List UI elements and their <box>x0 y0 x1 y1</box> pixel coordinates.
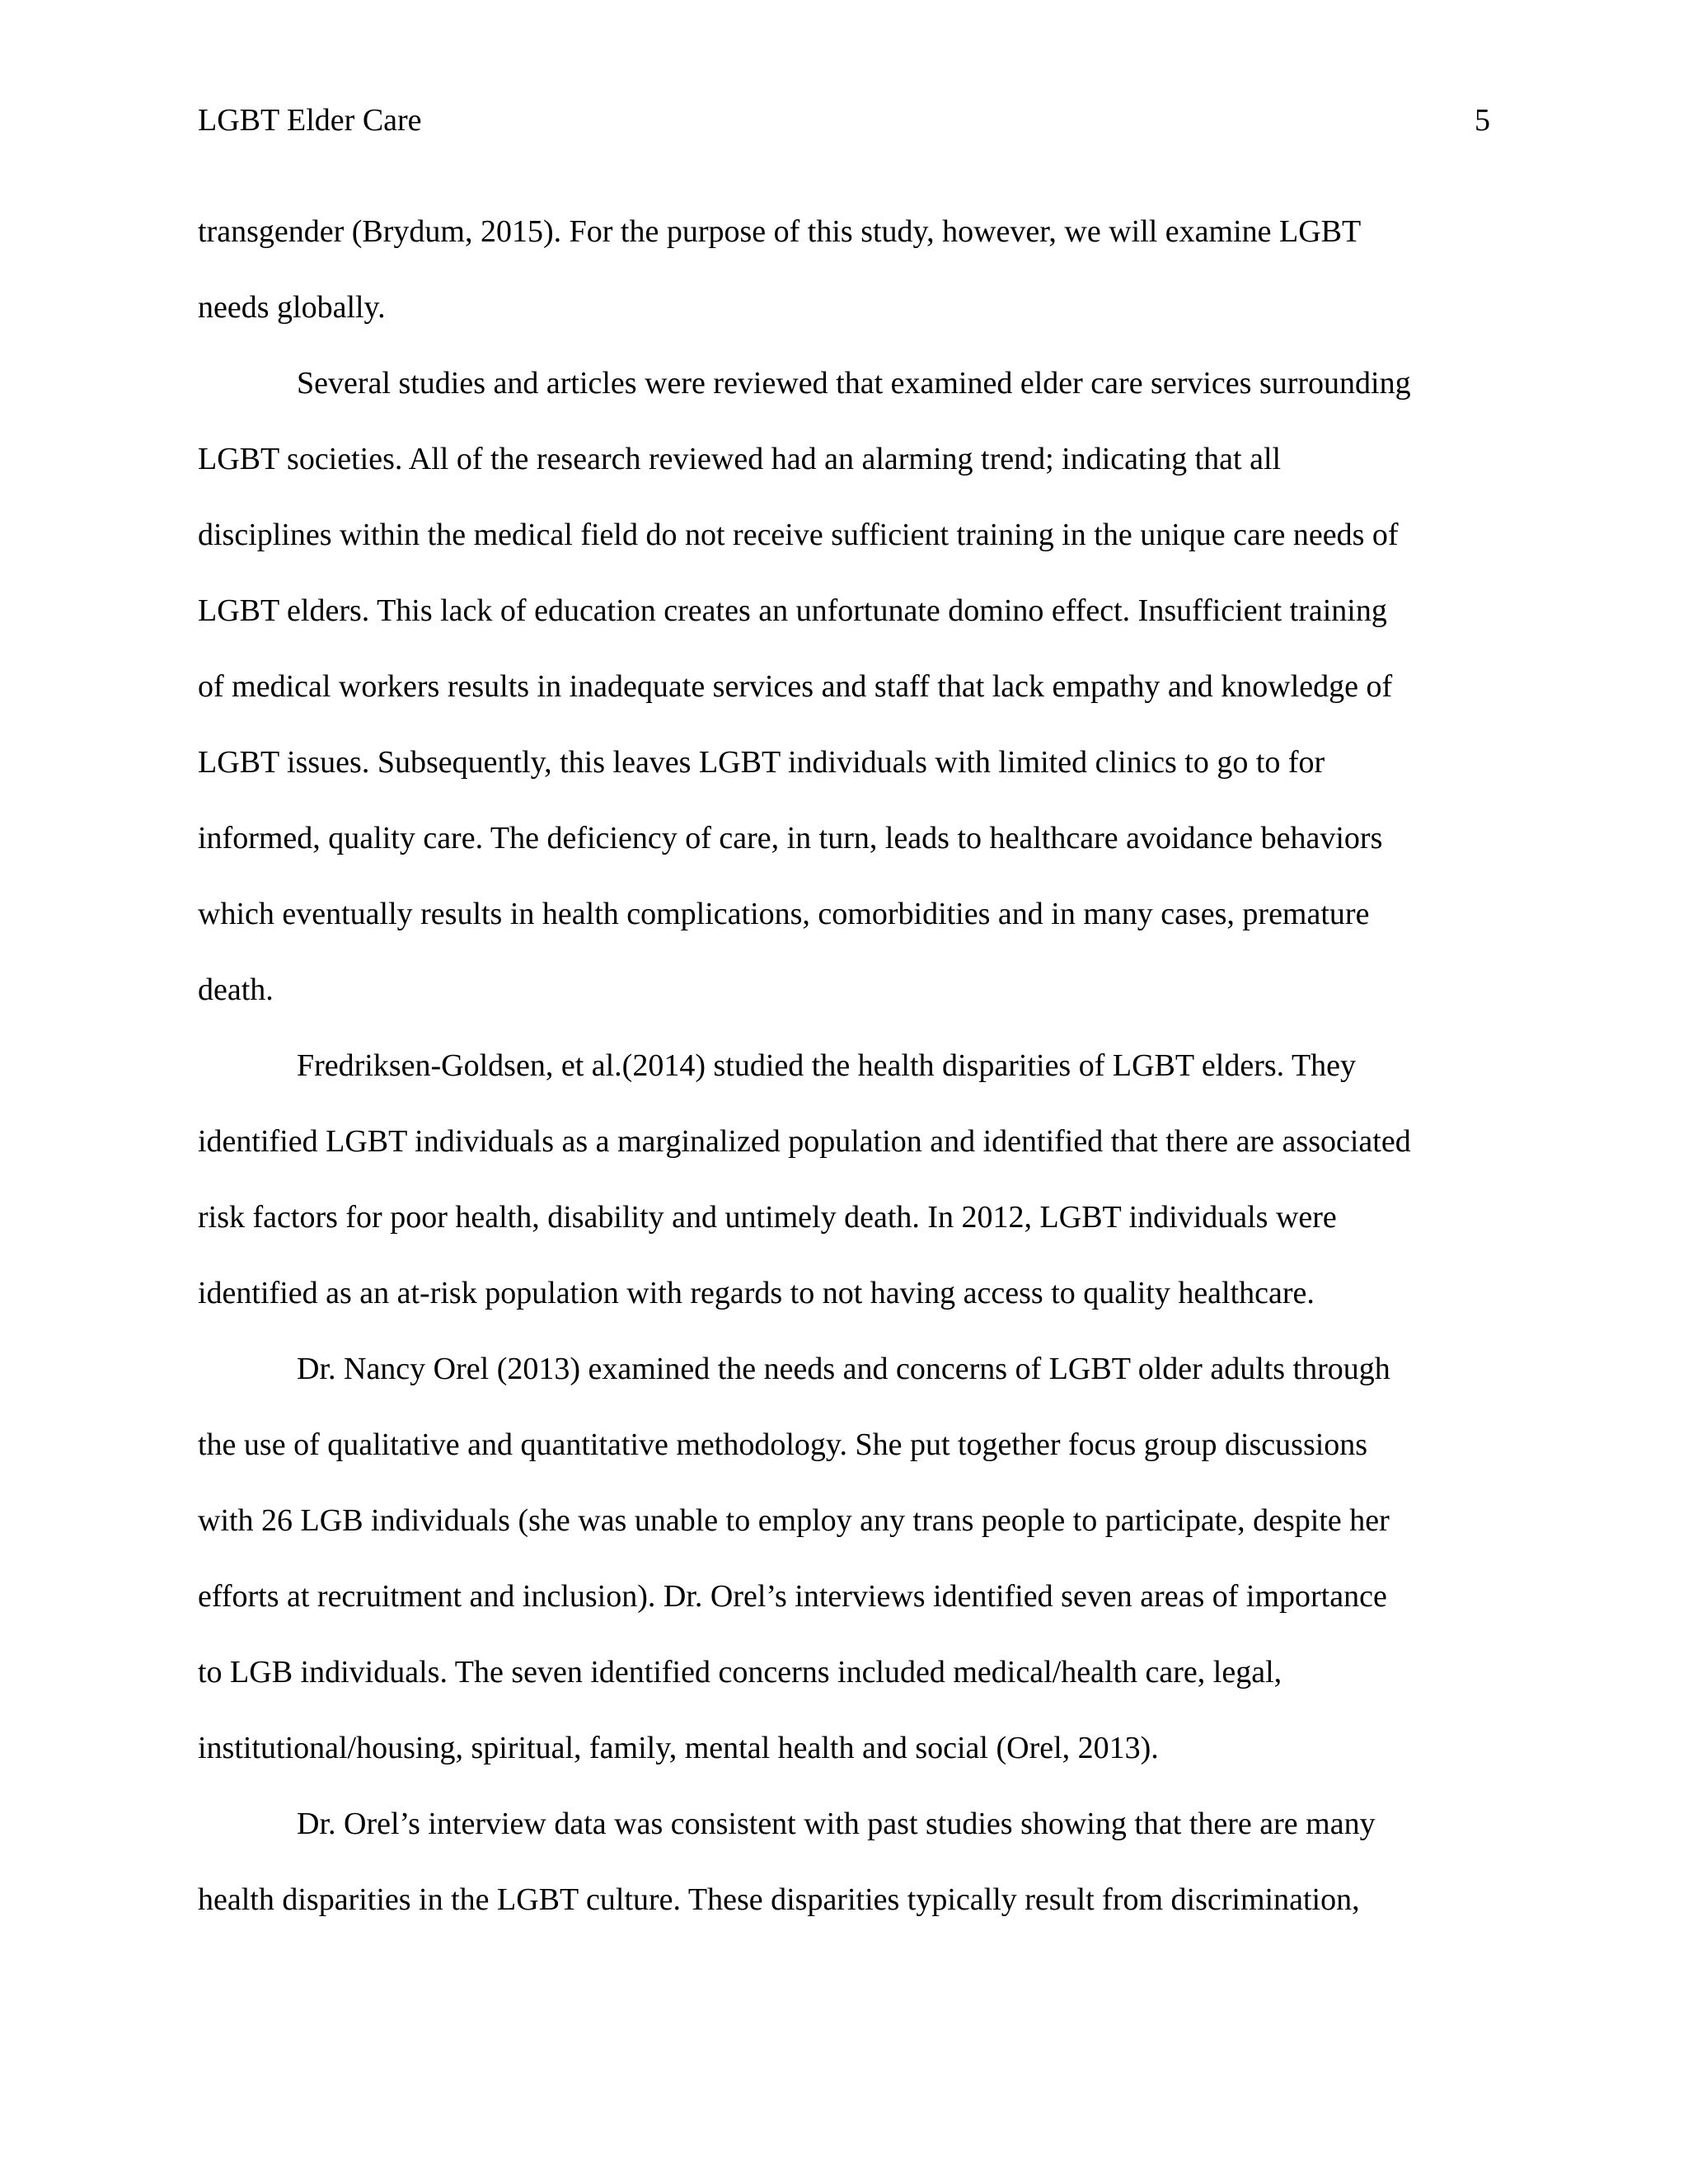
text-line: LGBT issues. Subsequently, this leaves LGBT individuals with limited clinics to go to for <box>198 745 1325 780</box>
paragraph-first-line: Several studies and articles were reviewed that examined elder care services surrounding <box>297 366 1411 401</box>
paragraph-first-line: Fredriksen-Goldsen, et al.(2014) studied the health disparities of LGBT elders. They <box>297 1048 1357 1083</box>
paragraph-first-line: Dr. Nancy Orel (2013) examined the needs and concerns of LGBT older adults through <box>297 1352 1390 1386</box>
text-line: disciplines within the medical field do not receive sufficient training in the unique care needs of <box>198 518 1399 552</box>
text-line: efforts at recruitment and inclusion). Dr. Orel’s interviews identified seven areas of importance <box>198 1579 1387 1614</box>
text-line: LGBT elders. This lack of education creates an unfortunate domino effect. Insufficient training <box>198 593 1387 628</box>
text-line: health disparities in the LGBT culture. These disparities typically result from discrimination, <box>198 1882 1360 1917</box>
body-text <box>198 194 1490 1938</box>
page-number: 5 <box>1475 103 1490 138</box>
text-line: the use of qualitative and quantitative methodology. She put together focus group discussions <box>198 1427 1368 1462</box>
text-line: informed, quality care. The deficiency of care, in turn, leads to healthcare avoidance behaviors <box>198 821 1383 855</box>
text-line: which eventually results in health complications, comorbidities and in many cases, premature <box>198 897 1370 931</box>
paragraph-first-line: Dr. Orel’s interview data was consistent with past studies showing that there are many <box>297 1807 1376 1841</box>
text-line: LGBT societies. All of the research reviewed had an alarming trend; indicating that all <box>198 442 1282 476</box>
text-line: with 26 LGB individuals (she was unable to employ any trans people to participate, despite her <box>198 1503 1390 1538</box>
text-line: identified as an at-risk population with regards to not having access to quality healthcare. <box>198 1276 1315 1310</box>
text-line: of medical workers results in inadequate services and staff that lack empathy and knowledge of <box>198 669 1393 704</box>
text-line: institutional/housing, spiritual, family, mental health and social (Orel, 2013). <box>198 1731 1159 1765</box>
text-line: needs globally. <box>198 290 386 325</box>
text-line: transgender (Brydum, 2015). For the purpose of this study, however, we will examine LGBT <box>198 214 1362 249</box>
text-line: to LGB individuals. The seven identified concerns included medical/health care, legal, <box>198 1655 1282 1690</box>
running-head <box>198 97 1490 143</box>
text-line: risk factors for poor health, disability and untimely death. In 2012, LGBT individuals were <box>198 1200 1337 1235</box>
running-title: LGBT Elder Care <box>198 103 422 138</box>
text-line: death. <box>198 972 274 1007</box>
text-line: identified LGBT individuals as a marginalized population and identified that there are associated <box>198 1124 1411 1159</box>
